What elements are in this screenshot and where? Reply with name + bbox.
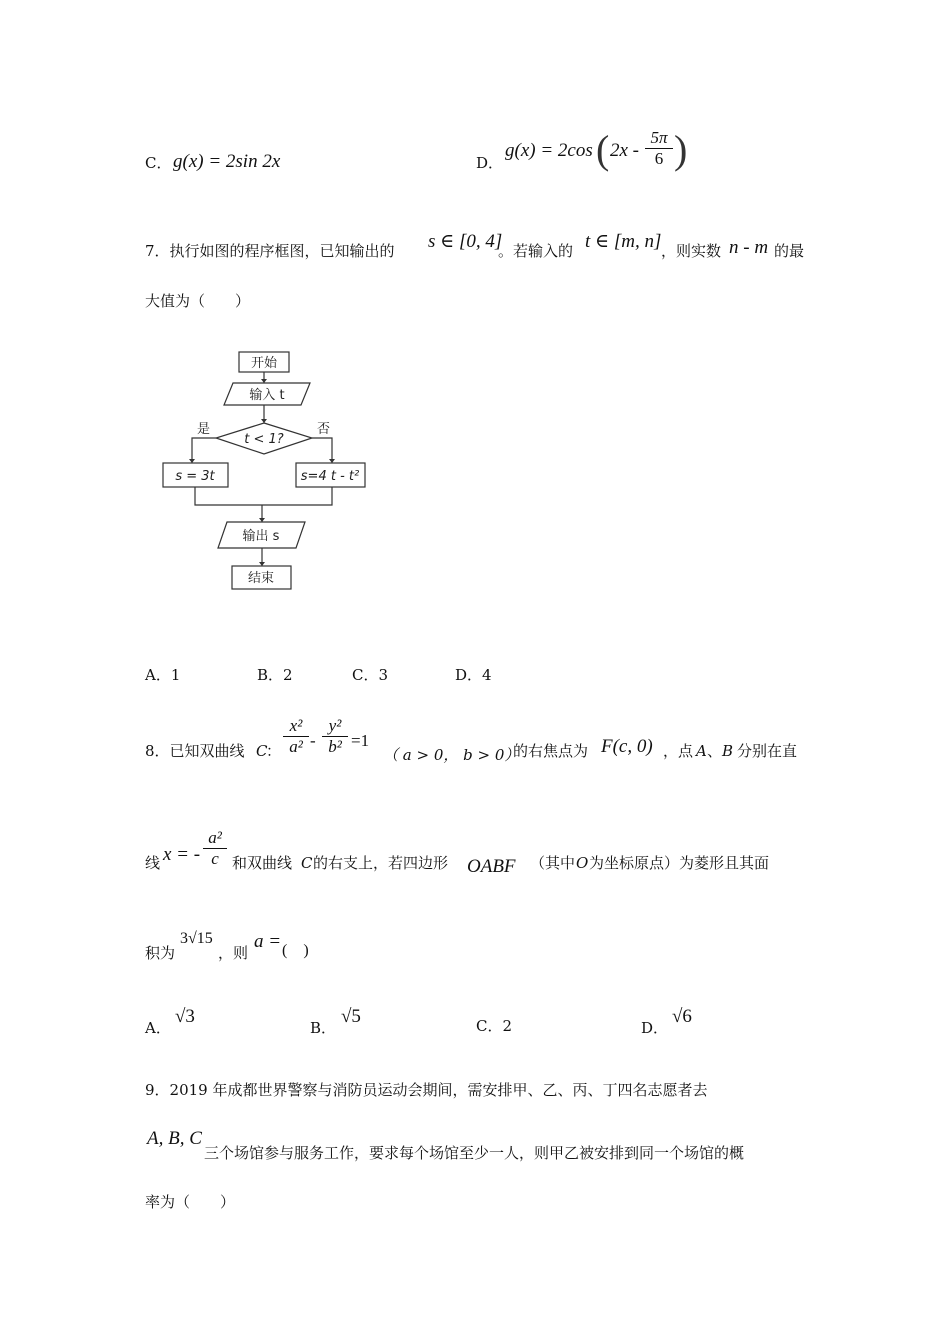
q6-option-c-expr: g(x) = 2sin 2x — [173, 151, 281, 172]
q7-math-s-range: s ∈ [0, 4] — [428, 231, 503, 252]
flow-right-text: s=4 t - t² — [300, 469, 360, 484]
q8-x-equals: x = - — [163, 844, 201, 865]
q8-frac2-num: y² — [328, 716, 342, 735]
q9-text-3: 率为（ ） — [145, 1193, 236, 1211]
q8-text-11: ，则 — [218, 944, 249, 962]
q8-text-6: 和双曲线 — [232, 854, 293, 872]
q8-point-b: B — [722, 742, 734, 760]
q6-frac-denominator: 6 — [645, 148, 673, 169]
q8-frac1-num: x² — [289, 716, 303, 735]
q8-area: 3√15 — [180, 930, 213, 947]
q8-frac3-num: a² — [208, 828, 222, 847]
q8-option-a-label: A． — [145, 1019, 171, 1037]
q8-option-a-value: √3 — [175, 1006, 195, 1027]
q8-frac2-den: b² — [322, 736, 348, 757]
flow-end-text: 结束 — [247, 571, 275, 586]
q8-text-5: 线 — [145, 854, 161, 872]
flow-input-text: 输入 t — [249, 388, 285, 403]
q8-option-b-label: B． — [310, 1019, 337, 1037]
q8-text-10: 积为 — [145, 944, 176, 962]
q7-option-a: A．1 — [145, 666, 181, 684]
flow-yes-label: 是 — [197, 422, 211, 437]
flow-left-text: s = 3t — [175, 469, 215, 484]
q8-curve-name: C — [256, 742, 268, 760]
q8-frac-x2-a2 — [283, 716, 309, 757]
q7-flowchart — [155, 345, 380, 600]
q7-text-5: 大值为（ ） — [145, 292, 251, 310]
q8-paren: ( ) — [282, 942, 309, 959]
q6-option-d-label: D． — [476, 154, 504, 172]
q8-equals-one: =1 — [351, 731, 370, 750]
q6-option-d-inner: 2x - — [610, 140, 640, 161]
q8-frac-y2-b2 — [322, 716, 348, 757]
q8-text-9: 为坐标原点）为菱形且其面 — [589, 854, 770, 872]
q6-option-c-label: C． — [145, 154, 172, 172]
q8-frac1-den: a² — [283, 736, 309, 757]
q8-text-2: 的右焦点为 — [513, 742, 589, 760]
q8-option-c: C．2 — [476, 1017, 513, 1035]
q7-option-b: B．2 — [257, 666, 293, 684]
q7-text-4: 的最 — [774, 242, 805, 260]
q7-math-n-minus-m: n - m — [729, 237, 769, 258]
q8-colon: ： — [266, 742, 282, 760]
q8-frac3-den: c — [203, 848, 227, 869]
q9-text-1: 9．2019 年成都世界警察与消防员运动会期间，需安排甲、乙、丙、丁四名志愿者去 — [145, 1081, 708, 1099]
flow-no-label: 否 — [317, 422, 331, 437]
q6-left-paren: ( — [596, 127, 610, 172]
q8-quadrilateral: OABF — [467, 856, 516, 877]
q8-text-4: 分别在直 — [737, 742, 798, 760]
flow-start-text: 开始 — [250, 356, 278, 371]
q8-frac-a2-c — [203, 828, 227, 869]
q8-text-7: 的右支上，若四边形 — [313, 854, 449, 872]
flow-output-text: 输出 s — [242, 529, 280, 544]
q7-option-c: C．3 — [352, 666, 389, 684]
q8-a-equals: a = — [254, 931, 282, 952]
q6-option-d-fraction — [645, 128, 673, 169]
q9-venues: A, B, C — [147, 1128, 202, 1149]
q8-option-b-value: √5 — [341, 1006, 361, 1027]
q7-text-3: ，则实数 — [661, 242, 722, 260]
q6-right-paren: ) — [674, 127, 688, 172]
q9-text-2: 三个场馆参与服务工作，要求每个场馆至少一人，则甲乙被安排到同一个场馆的概 — [204, 1144, 745, 1162]
q8-sep: 、 — [707, 742, 723, 760]
q7-text-1: 7．执行如图的程序框图，已知输出的 — [145, 242, 395, 260]
q8-origin: O — [576, 854, 589, 872]
q7-math-t-range: t ∈ [m, n] — [585, 231, 662, 252]
q8-focus: F(c, 0) — [601, 736, 653, 757]
q8-point-a: A — [696, 742, 707, 760]
q8-curve-name-2: C — [301, 854, 313, 872]
q8-text-1: 8．已知双曲线 — [145, 742, 245, 760]
q8-minus: - — [310, 731, 316, 750]
q7-text-2: 。若输入的 — [498, 242, 574, 260]
q7-option-d: D．4 — [455, 666, 492, 684]
q6-frac-numerator: 5π — [650, 128, 668, 147]
q8-option-d-value: √6 — [672, 1006, 692, 1027]
q8-text-3: ，点 — [663, 742, 694, 760]
q8-text-8: （其中 — [530, 854, 576, 872]
q6-option-d-prefix: g(x) = 2cos — [505, 140, 593, 161]
q8-option-d-label: D． — [641, 1019, 669, 1037]
q8-condition: （ a > 0， b > 0） — [383, 746, 520, 764]
flow-decision-text: t < 1? — [244, 432, 284, 447]
